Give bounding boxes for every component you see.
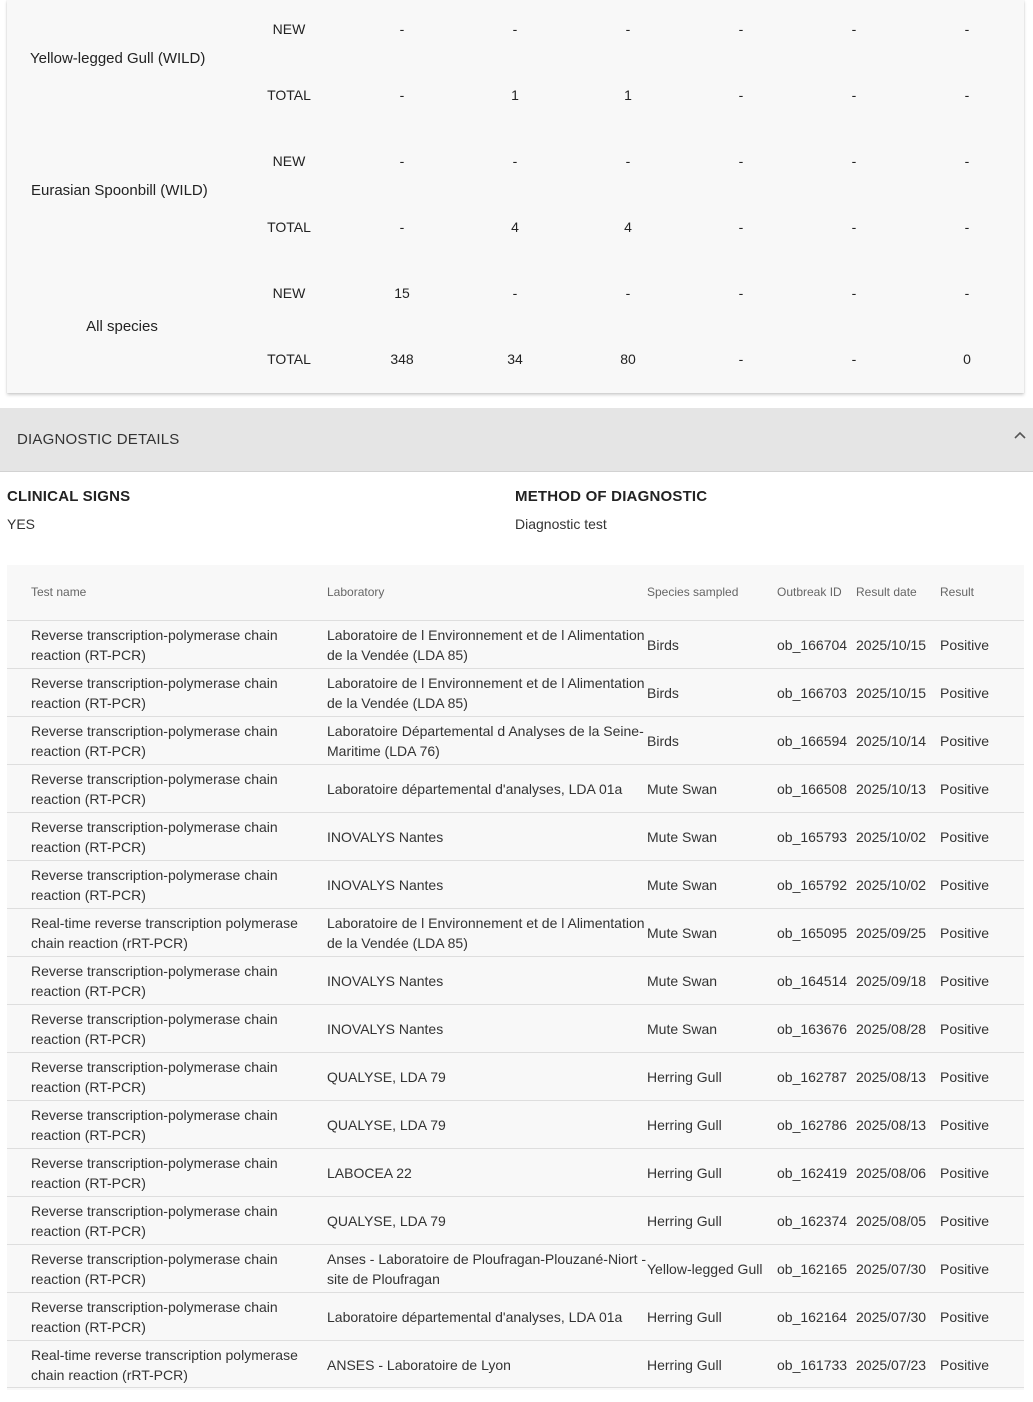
test-name-cell-text: Reverse transcription-polymerase chain reaction (RT-PCR) [31, 674, 278, 711]
test-name-cell-text: Reverse transcription-polymerase chain reaction (RT-PCR) [31, 1298, 278, 1335]
species-group [7, 132, 1024, 264]
species-name: Yellow-legged Gull (WILD) [30, 50, 206, 67]
result-cell [940, 717, 1020, 764]
result-date-cell-text: 2025/09/18 [856, 972, 927, 989]
laboratory-cell-text: LABOCEA 22 [327, 1164, 412, 1181]
result-cell-text: Positive [940, 1116, 990, 1133]
value-cell: - [399, 219, 405, 235]
result-cell-text: Positive [940, 972, 990, 989]
test-name-cell [31, 1341, 311, 1388]
species-cell [647, 1149, 777, 1196]
column-header-result-date[interactable]: Result date [856, 585, 917, 599]
laboratory-cell-text: Laboratoire de l Environnement et de l Alimentation de la Vendée (LDA 85) [327, 626, 645, 663]
species-cell-text: Mute Swan [647, 828, 718, 845]
result-cell-text: Positive [940, 1068, 990, 1085]
result-date-cell-text: 2025/10/15 [856, 636, 927, 653]
test-name-cell [31, 1293, 311, 1340]
laboratory-cell [327, 669, 649, 716]
species-row-new [7, 153, 1024, 173]
species-cell [647, 1245, 777, 1292]
value-cell: - [964, 219, 970, 235]
result-cell-text: Positive [940, 1260, 990, 1277]
result-cell [940, 1005, 1020, 1052]
result-cell [940, 957, 1020, 1004]
laboratory-cell-text: Laboratoire de l Environnement et de l Alimentation de la Vendée (LDA 85) [327, 674, 645, 711]
result-cell [940, 1293, 1020, 1340]
test-name-cell [31, 1245, 311, 1292]
outbreak-id-cell [777, 1293, 857, 1340]
species-cell-text: Herring Gull [647, 1308, 722, 1325]
species-cell [647, 1341, 777, 1388]
species-row-total [7, 351, 1024, 371]
outbreak-id-cell-text: ob_166704 [777, 636, 848, 653]
row-label: TOTAL [267, 219, 311, 235]
chevron-up-icon[interactable] [1012, 430, 1028, 442]
value-cell: - [738, 21, 744, 37]
value-cell: - [399, 153, 405, 169]
test-name-cell-text: Reverse transcription-polymerase chain reaction (RT-PCR) [31, 1058, 278, 1095]
species-row-new [7, 21, 1024, 41]
result-cell [940, 861, 1020, 908]
result-date-cell-text: 2025/09/25 [856, 924, 927, 941]
result-cell [940, 1101, 1020, 1148]
outbreak-id-cell-text: ob_166703 [777, 684, 848, 701]
value-cell: - [851, 21, 857, 37]
result-date-cell [856, 1341, 940, 1388]
value-cell: - [851, 153, 857, 169]
result-date-cell [856, 1053, 940, 1100]
species-cell-text: Birds [647, 684, 679, 701]
table-row [7, 764, 1024, 812]
table-row [7, 956, 1024, 1004]
species-cell-text: Herring Gull [647, 1356, 722, 1373]
species-cell [647, 765, 777, 812]
result-date-cell-text: 2025/07/23 [856, 1356, 927, 1373]
value-cell: 348 [390, 351, 414, 367]
laboratory-cell-text: INOVALYS Nantes [327, 972, 444, 989]
value-cell: - [738, 219, 744, 235]
table-row [7, 1292, 1024, 1340]
table-row [7, 860, 1024, 908]
outbreak-id-cell [777, 765, 857, 812]
outbreak-id-cell [777, 1341, 857, 1388]
laboratory-cell-text: ANSES - Laboratoire de Lyon [327, 1356, 511, 1373]
outbreak-id-cell-text: ob_162165 [777, 1260, 848, 1277]
laboratory-cell [327, 1197, 649, 1244]
test-name-cell [31, 621, 311, 668]
value-cell: 4 [624, 219, 632, 235]
result-date-cell-text: 2025/08/28 [856, 1020, 927, 1037]
table-row [7, 1148, 1024, 1196]
outbreak-id-cell-text: ob_166508 [777, 780, 848, 797]
laboratory-cell [327, 1101, 649, 1148]
result-date-cell [856, 717, 940, 764]
test-name-cell-text: Reverse transcription-polymerase chain reaction (RT-PCR) [31, 1154, 278, 1191]
result-cell-text: Positive [940, 1020, 990, 1037]
value-cell: 1 [511, 87, 519, 103]
test-name-cell [31, 1005, 311, 1052]
result-cell [940, 1245, 1020, 1292]
value-cell: - [625, 285, 631, 301]
result-cell [940, 1197, 1020, 1244]
table-row [7, 1340, 1024, 1388]
species-cell [647, 1053, 777, 1100]
species-cell-text: Mute Swan [647, 780, 718, 797]
test-name-cell-text: Reverse transcription-polymerase chain reaction (RT-PCR) [31, 626, 278, 663]
result-date-cell-text: 2025/08/13 [856, 1116, 927, 1133]
result-date-cell-text: 2025/08/13 [856, 1068, 927, 1085]
result-date-cell-text: 2025/07/30 [856, 1308, 927, 1325]
result-date-cell-text: 2025/10/15 [856, 684, 927, 701]
test-name-cell [31, 1053, 311, 1100]
row-label: TOTAL [267, 351, 311, 367]
value-cell: 34 [507, 351, 523, 367]
test-name-cell-text: Reverse transcription-polymerase chain reaction (RT-PCR) [31, 962, 278, 999]
species-cell [647, 1197, 777, 1244]
test-name-cell [31, 1197, 311, 1244]
outbreak-id-cell [777, 1005, 857, 1052]
species-cell [647, 1293, 777, 1340]
value-cell: - [964, 21, 970, 37]
species-cell-text: Herring Gull [647, 1068, 722, 1085]
species-name: All species [86, 318, 158, 335]
table-row [7, 812, 1024, 860]
laboratory-cell-text: QUALYSE, LDA 79 [327, 1212, 446, 1229]
species-group [7, 0, 1024, 132]
species-cell [647, 861, 777, 908]
result-cell [940, 621, 1020, 668]
test-name-cell-text: Reverse transcription-polymerase chain reaction (RT-PCR) [31, 1106, 278, 1143]
species-cell-text: Herring Gull [647, 1212, 722, 1229]
outbreak-id-cell-text: ob_162374 [777, 1212, 848, 1229]
value-cell: - [964, 285, 970, 301]
row-label: NEW [272, 153, 306, 169]
species-cell-text: Mute Swan [647, 924, 718, 941]
result-date-cell [856, 621, 940, 668]
value-cell: 15 [394, 285, 410, 301]
laboratory-cell [327, 909, 649, 956]
value-cell: - [851, 285, 857, 301]
value-cell: 80 [620, 351, 636, 367]
result-date-cell [856, 813, 940, 860]
test-name-cell [31, 717, 311, 764]
diagnostic-tests-table [7, 565, 1024, 1390]
clinical-signs-label: CLINICAL SIGNS [7, 488, 131, 505]
method-of-diagnostic-value: Diagnostic test [515, 516, 607, 532]
result-cell [940, 813, 1020, 860]
species-summary-card [7, 0, 1024, 393]
outbreak-id-cell [777, 1245, 857, 1292]
value-cell: - [512, 153, 518, 169]
laboratory-cell [327, 621, 649, 668]
result-cell [940, 765, 1020, 812]
result-cell-text: Positive [940, 1164, 990, 1181]
result-cell-text: Positive [940, 780, 990, 797]
table-row [7, 1244, 1024, 1292]
value-cell: - [738, 153, 744, 169]
value-cell: - [851, 351, 857, 367]
test-name-cell-text: Real-time reverse transcription polymerase chain reaction (rRT-PCR) [31, 1346, 298, 1383]
laboratory-cell [327, 1053, 649, 1100]
species-cell [647, 621, 777, 668]
result-date-cell [856, 1245, 940, 1292]
row-label: NEW [272, 285, 306, 301]
row-label: TOTAL [267, 87, 311, 103]
value-cell: - [738, 351, 744, 367]
laboratory-cell-text: Laboratoire Départemental d Analyses de la Seine-Maritime (LDA 76) [327, 722, 644, 759]
species-cell [647, 1101, 777, 1148]
value-cell: 1 [624, 87, 632, 103]
laboratory-cell-text: QUALYSE, LDA 79 [327, 1116, 446, 1133]
species-cell [647, 717, 777, 764]
result-date-cell [856, 957, 940, 1004]
laboratory-cell-text: INOVALYS Nantes [327, 1020, 444, 1037]
species-cell-text: Birds [647, 732, 679, 749]
value-cell: - [512, 21, 518, 37]
result-cell-text: Positive [940, 1212, 990, 1229]
species-cell-text: Herring Gull [647, 1116, 722, 1133]
test-name-cell [31, 1101, 311, 1148]
test-name-cell-text: Real-time reverse transcription polymerase chain reaction (rRT-PCR) [31, 914, 298, 951]
value-cell: - [851, 87, 857, 103]
species-cell-text: Herring Gull [647, 1164, 722, 1181]
result-cell [940, 1053, 1020, 1100]
species-cell-text: Mute Swan [647, 1020, 718, 1037]
value-cell: - [964, 87, 970, 103]
laboratory-cell [327, 1149, 649, 1196]
test-name-cell [31, 957, 311, 1004]
species-cell [647, 1005, 777, 1052]
species-group-all [7, 264, 1024, 396]
laboratory-cell [327, 1341, 649, 1388]
outbreak-id-cell [777, 957, 857, 1004]
laboratory-cell-text: Anses - Laboratoire de Ploufragan-Plouzané-Niort - site de Ploufragan [327, 1250, 647, 1287]
column-header-laboratory[interactable]: Laboratory [327, 585, 385, 599]
value-cell: - [738, 285, 744, 301]
method-of-diagnostic-label: METHOD OF DIAGNOSTIC [515, 488, 708, 505]
result-date-cell [856, 1197, 940, 1244]
laboratory-cell-text: INOVALYS Nantes [327, 828, 444, 845]
result-date-cell [856, 1101, 940, 1148]
table-row [7, 1004, 1024, 1052]
table-row [7, 1196, 1024, 1244]
laboratory-cell-text: QUALYSE, LDA 79 [327, 1068, 446, 1085]
laboratory-cell [327, 717, 649, 764]
test-name-cell [31, 813, 311, 860]
result-date-cell-text: 2025/10/13 [856, 780, 927, 797]
result-cell-text: Positive [940, 732, 990, 749]
species-row-total [7, 219, 1024, 239]
result-date-cell [856, 909, 940, 956]
result-date-cell-text: 2025/08/05 [856, 1212, 927, 1229]
outbreak-id-cell-text: ob_165792 [777, 876, 848, 893]
species-cell [647, 957, 777, 1004]
outbreak-id-cell [777, 1101, 857, 1148]
laboratory-cell-text: Laboratoire de l Environnement et de l Alimentation de la Vendée (LDA 85) [327, 914, 645, 951]
outbreak-id-cell-text: ob_166594 [777, 732, 848, 749]
laboratory-cell [327, 1245, 649, 1292]
table-row [7, 1100, 1024, 1148]
column-header-outbreak-id[interactable]: Outbreak ID [777, 585, 842, 599]
outbreak-id-cell-text: ob_161733 [777, 1356, 848, 1373]
result-date-cell-text: 2025/10/02 [856, 828, 927, 845]
test-name-cell-text: Reverse transcription-polymerase chain reaction (RT-PCR) [31, 722, 278, 759]
outbreak-id-cell [777, 909, 857, 956]
test-name-cell [31, 909, 311, 956]
result-cell [940, 1149, 1020, 1196]
laboratory-cell [327, 1293, 649, 1340]
outbreak-id-cell-text: ob_162164 [777, 1308, 848, 1325]
species-cell-text: Mute Swan [647, 876, 718, 893]
outbreak-id-cell-text: ob_165793 [777, 828, 848, 845]
species-cell [647, 813, 777, 860]
laboratory-cell [327, 813, 649, 860]
result-cell [940, 909, 1020, 956]
laboratory-cell [327, 957, 649, 1004]
outbreak-id-cell [777, 1053, 857, 1100]
result-cell-text: Positive [940, 684, 990, 701]
result-cell-text: Positive [940, 924, 990, 941]
section-title: DIAGNOSTIC DETAILS [17, 431, 180, 448]
outbreak-id-cell [777, 717, 857, 764]
result-cell-text: Positive [940, 1356, 990, 1373]
outbreak-id-cell [777, 1149, 857, 1196]
table-row [7, 716, 1024, 764]
laboratory-cell-text: Laboratoire départemental d'analyses, LDA 01a [327, 1308, 623, 1325]
outbreak-id-cell-text: ob_162419 [777, 1164, 848, 1181]
test-name-cell [31, 765, 311, 812]
result-date-cell-text: 2025/10/14 [856, 732, 927, 749]
outbreak-id-cell-text: ob_164514 [777, 972, 848, 989]
outbreak-id-cell-text: ob_162786 [777, 1116, 848, 1133]
outbreak-id-cell-text: ob_165095 [777, 924, 848, 941]
result-date-cell [856, 1149, 940, 1196]
value-cell: - [399, 87, 405, 103]
test-name-cell-text: Reverse transcription-polymerase chain reaction (RT-PCR) [31, 1202, 278, 1239]
value-cell: - [625, 21, 631, 37]
result-date-cell-text: 2025/07/30 [856, 1260, 927, 1277]
table-row [7, 1052, 1024, 1100]
test-name-cell-text: Reverse transcription-polymerase chain reaction (RT-PCR) [31, 866, 278, 903]
laboratory-cell [327, 861, 649, 908]
column-header-species-sampled[interactable]: Species sampled [647, 585, 739, 599]
result-date-cell-text: 2025/08/06 [856, 1164, 927, 1181]
table-row [7, 668, 1024, 716]
result-cell [940, 669, 1020, 716]
row-label: NEW [272, 21, 306, 37]
test-name-cell [31, 1149, 311, 1196]
result-date-cell [856, 1005, 940, 1052]
outbreak-id-cell [777, 621, 857, 668]
diagnostic-details-header[interactable] [0, 408, 1033, 472]
test-name-cell-text: Reverse transcription-polymerase chain reaction (RT-PCR) [31, 1010, 278, 1047]
outbreak-id-cell [777, 813, 857, 860]
test-name-cell-text: Reverse transcription-polymerase chain reaction (RT-PCR) [31, 818, 278, 855]
outbreak-id-cell [777, 1197, 857, 1244]
result-cell [940, 1341, 1020, 1388]
result-date-cell [856, 861, 940, 908]
outbreak-id-cell-text: ob_163676 [777, 1020, 848, 1037]
result-date-cell [856, 1293, 940, 1340]
value-cell: - [738, 87, 744, 103]
species-cell [647, 669, 777, 716]
value-cell: - [399, 21, 405, 37]
value-cell: - [851, 219, 857, 235]
laboratory-cell [327, 1005, 649, 1052]
test-name-cell [31, 669, 311, 716]
result-date-cell-text: 2025/10/02 [856, 876, 927, 893]
value-cell: 4 [511, 219, 519, 235]
result-date-cell [856, 765, 940, 812]
laboratory-cell [327, 765, 649, 812]
column-header-result[interactable]: Result [940, 585, 975, 599]
species-row-total [7, 87, 1024, 107]
test-name-cell [31, 861, 311, 908]
result-cell-text: Positive [940, 828, 990, 845]
laboratory-cell-text: Laboratoire départemental d'analyses, LDA 01a [327, 780, 623, 797]
outbreak-id-cell [777, 861, 857, 908]
species-name: Eurasian Spoonbill (WILD) [31, 182, 208, 199]
value-cell: - [512, 285, 518, 301]
species-cell [647, 909, 777, 956]
value-cell: - [625, 153, 631, 169]
value-cell: 0 [963, 351, 971, 367]
species-cell-text: Mute Swan [647, 972, 718, 989]
result-cell-text: Positive [940, 636, 990, 653]
result-date-cell [856, 669, 940, 716]
test-name-cell-text: Reverse transcription-polymerase chain reaction (RT-PCR) [31, 1250, 278, 1287]
laboratory-cell-text: INOVALYS Nantes [327, 876, 444, 893]
test-name-cell-text: Reverse transcription-polymerase chain reaction (RT-PCR) [31, 770, 278, 807]
value-cell: - [964, 153, 970, 169]
table-row [7, 620, 1024, 668]
result-cell-text: Positive [940, 1308, 990, 1325]
species-cell-text: Birds [647, 636, 679, 653]
table-row [7, 908, 1024, 956]
clinical-signs-value: YES [7, 516, 36, 532]
column-header-test-name[interactable]: Test name [31, 585, 87, 599]
outbreak-id-cell-text: ob_162787 [777, 1068, 848, 1085]
outbreak-id-cell [777, 669, 857, 716]
species-row-new [7, 285, 1024, 305]
species-cell-text: Yellow-legged Gull [647, 1260, 763, 1277]
result-cell-text: Positive [940, 876, 990, 893]
